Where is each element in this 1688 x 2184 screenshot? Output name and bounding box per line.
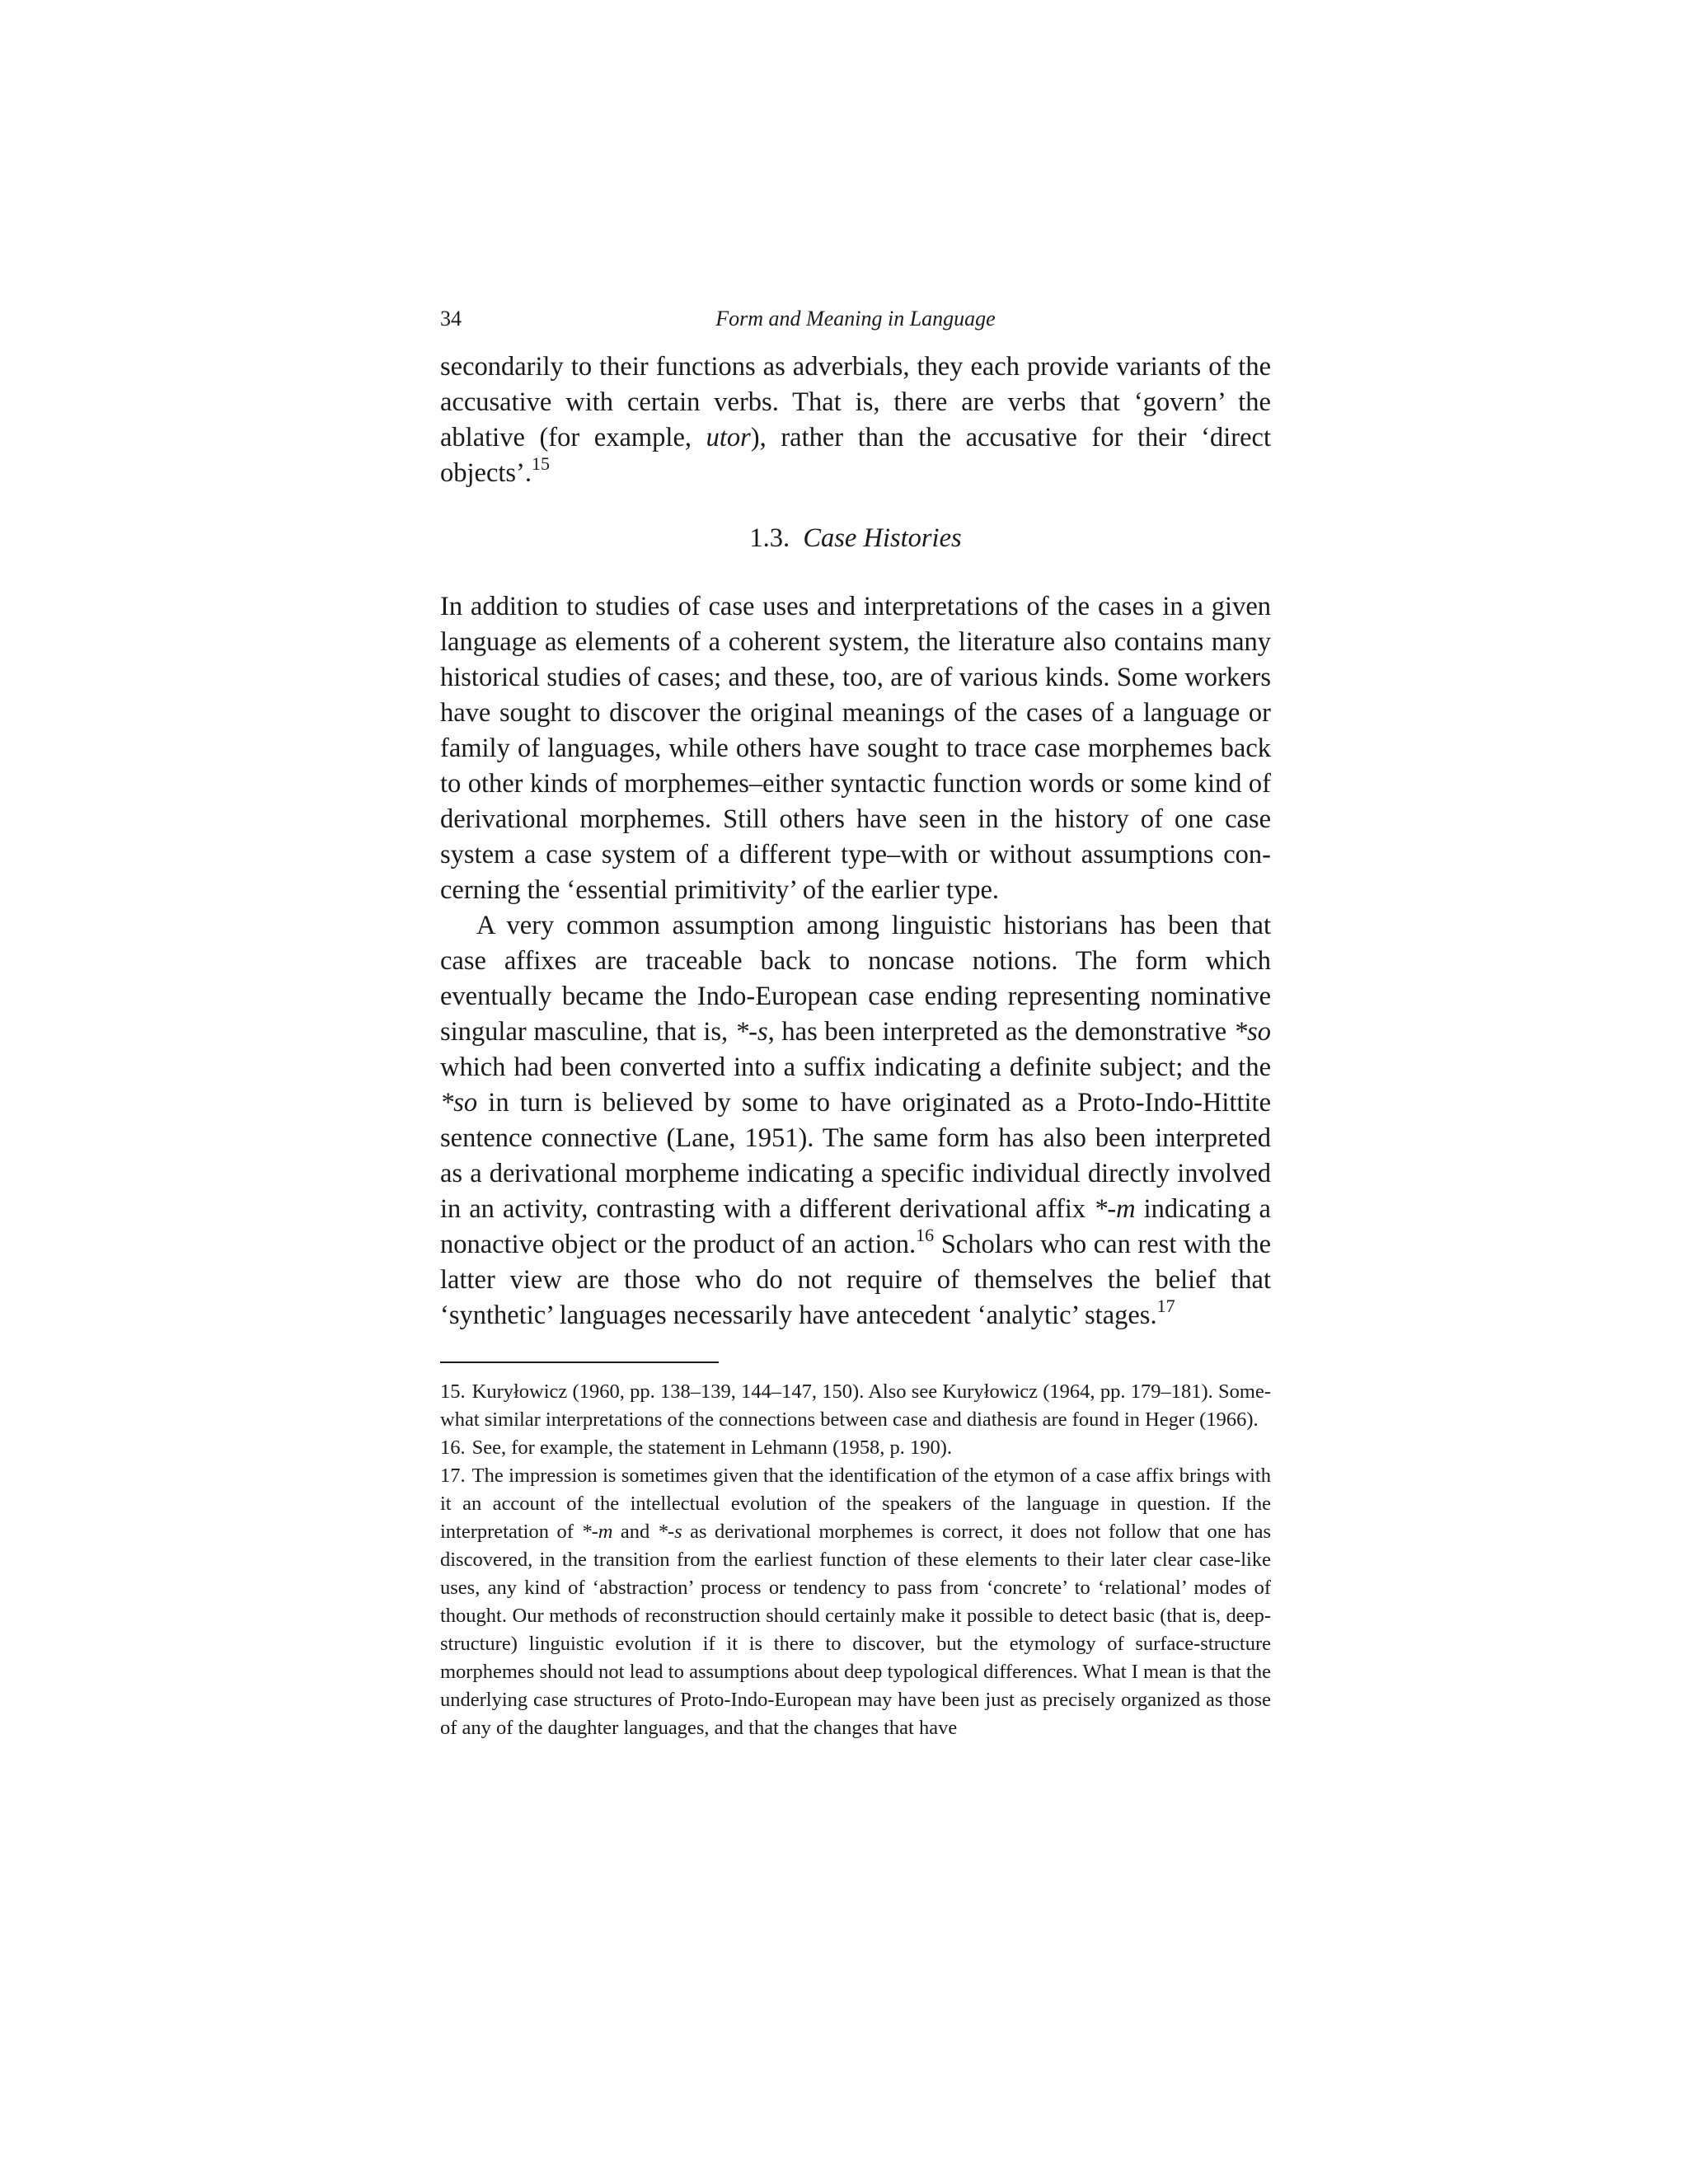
footnote-15 (440, 1378, 1271, 1434)
text-run: which had been converted into a suffix indicating a definite subject; and the (440, 1052, 1271, 1082)
italic-term: *so (440, 1088, 478, 1118)
paragraph: In addition to studies of case uses and interpretations of the cases in a given language as elements of a coherent system, the literature also contains many historical studies of cases; and these, too, are of various kinds. Some workers have sought to discover the original meanings of the cases of a language or family of languages, while others have sought to trace case morphemes back to other kinds of morphemes–either syntactic function words or some kind of derivational morphemes. Still others have seen in the history of one case system a case system of a different type–with or without assumptions concerning the ‘essential primitivity’ of the earlier type. (440, 592, 1271, 905)
paragraph (440, 908, 1271, 1333)
footnote-rule (440, 1361, 719, 1363)
text-run: , has been interpreted as the demonstrative (767, 1017, 1234, 1047)
footnote-17 (440, 1462, 1271, 1742)
section-heading (440, 521, 1271, 556)
book-page (440, 307, 1271, 1742)
text-run: indicating a nonactive object or the product of an action. (440, 1194, 1271, 1259)
footnote-text: See, for example, the statement in Lehmann (1958, p. 190). (471, 1436, 953, 1459)
footnote-ref-16[interactable]: 16 (916, 1225, 935, 1245)
section-title: Case Histories (803, 523, 962, 553)
paragraph-continuation (440, 349, 1271, 491)
footnote-16 (440, 1434, 1271, 1462)
footnote-number: 15. (440, 1380, 466, 1403)
text-run: in turn is believed by some to have originated as a Proto-Indo-Hittite sentence connective (Lane, 1951). The same form has also been interpreted as a derivational morpheme indicating a specific individual directly involved in an activity, contrasting with a different derivational affix (440, 1088, 1271, 1224)
body-text (440, 349, 1271, 1333)
footnote-ref-15[interactable]: 15 (532, 453, 551, 474)
text-run: secondarily to their functions as adverbials, they each provide variants of the accusative with certain verbs. That is, there are verbs that ‘govern’ the ablative (for example, (440, 352, 1271, 452)
section-number: 1.3. (749, 523, 790, 553)
footnote-text: Kuryłowicz (1960, pp. 138–139, 144–147, 150). Also see Kuryłowicz (1964, pp. 179–181). Somewhat similar interpretations of the connections between case and diathesis are found in Heger (1966). (440, 1380, 1271, 1431)
footnote-number: 17. (440, 1465, 466, 1487)
text-run: Scholars who can rest with the latter view are those who do not require of themselves the belief that ‘synthetic’ languages necessarily have antecedent ‘analytic’ stages. (440, 1230, 1271, 1330)
running-title: Form and Meaning in Language (715, 307, 996, 330)
italic-term: *-m (1094, 1194, 1136, 1224)
italic-term: *-s (734, 1017, 768, 1047)
text-run: A very common assumption among linguistic historians has been that case affixes are traceable back to noncase notions. The form which eventually became the Indo-European case ending representing nominative singular masculine, that is, (440, 911, 1271, 1047)
text-run: The impression is sometimes given that the identification of the etymon of a case affix brings with it an account of the intellectual evolution of the speakers of the language in question. If the interpretation of (440, 1465, 1271, 1543)
italic-term: utor (706, 423, 751, 452)
text-run: as derivational morphemes is correct, it does not follow that one has discovered, in the transition from the earliest function of these elements to their later clear case-like uses, any kind of ‘abstraction’ process or tendency to pass from ‘concrete’ to ‘relational’ modes of thought. Our methods of reconstruction should certainly make it possible to detect basic (that is, deep-structure) linguistic evolution if it is there to discover, but the etymology of surface-structure morphemes should not lead to assumptions about deep typological differences. What I mean is that the underlying case structures of Proto-Indo-European may have been just as precisely organized as those of any of the daughter languages, and that the changes that have (440, 1521, 1271, 1739)
italic-term: *-m (581, 1521, 613, 1543)
text-run: and (612, 1521, 658, 1543)
footnotes (440, 1378, 1271, 1742)
footnote-number: 16. (440, 1436, 466, 1459)
page-number: 34 (440, 307, 462, 330)
running-head (440, 307, 1271, 340)
italic-term: *so (1233, 1017, 1271, 1047)
italic-term: *-s (657, 1521, 682, 1543)
text-run: ), rather than the accusative for their ‘direct objects’. (440, 423, 1271, 488)
footnote-ref-17[interactable]: 17 (1156, 1296, 1175, 1316)
